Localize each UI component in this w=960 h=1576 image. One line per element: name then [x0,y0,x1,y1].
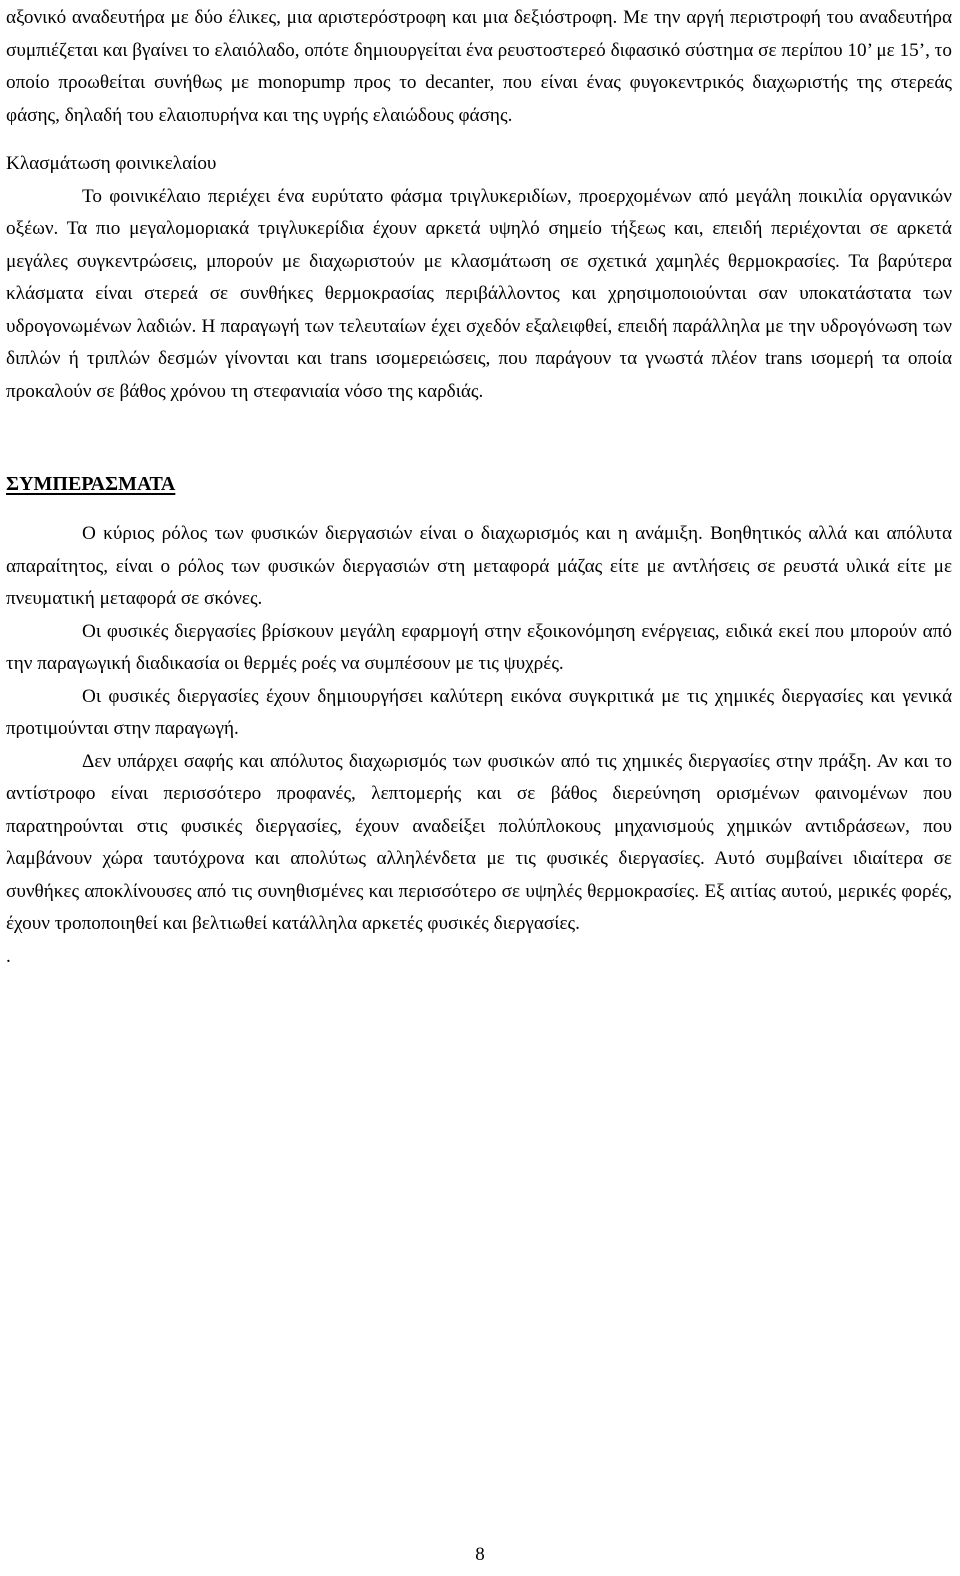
conclusion-paragraph-3: Οι φυσικές διεργασίες έχουν δημιουργήσει καλύτερη εικόνα συγκριτικά με τις χημικές διεργασίες και γενικά προτιμούνται στην παραγωγή. [6,685,952,739]
page-number: 8 [475,1544,485,1565]
conclusion-paragraph-4: Δεν υπάρχει σαφής και απόλυτος διαχωρισμός των φυσικών από τις χημικές διεργασίες στην πράξη. Αν και το αντίστροφο είναι περισσότερο προφανές, λεπτομερής και σε βάθος διερεύνηση ορισμένων φαινομένων που παρατηρούνται στις φυσικές διεργασίες, έχουν αναδείξει πολύπλοκους μηχανισμούς χημικών αντιδράσεων, που λαμβάνουν χώρα ταυτόχρονα και απολύτως αλληλένδετα με τις φυσικές διεργασίες. Αυτό συμβαίνει ιδιαίτερα σε συνθήκες αποκλίνουσες από τις συνηθισμένες και περισσότερο σε υψηλές θερμοκρασίες. Εξ αιτίας αυτού, μερικές φορές, έχουν τροποποιηθεί και βελτιωθεί κατάλληλα αρκετές φυσικές διεργασίες. [6,750,952,934]
body-paragraph-continued: αξονικό αναδευτήρα με δύο έλικες, μια αριστερόστροφη και μια δεξιόστροφη. Με την αργή περιστροφή του αναδευτήρα συμπιέζεται και βγαίνει το ελαιόλαδο, οπότε δημιουργείται ένα ρευστοστερεό διφασικό σύστημα σε περίπου 10’ με 15’, το οποίο προωθείται συνήθως με monopump προς το decanter, που είναι ένας φυγοκεντρικός διαχωριστής της στερεάς φάσης, δηλαδή του ελαιοπυρήνα και της υγρής ελαιώδους φάσης. [6,7,952,126]
conclusion-paragraph-1: Ο κύριος ρόλος των φυσικών διεργασιών είναι ο διαχωρισμός και η ανάμιξη. Βοηθητικός αλλά και απόλυτα απαραίτητος, είναι ο ρόλος των φυσικών διεργασιών στη μεταφορά μάζας είτε με αντλήσεις σε ρευστά υλικά είτε με πνευματική μεταφορά σε σκόνες. [6,523,952,609]
conclusion-paragraph-2: Οι φυσικές διεργασίες βρίσκουν μεγάλη εφαρμογή στην εξοικονόμηση ενέργειας, ειδικά εκεί που μπορούν από την παραγωγική διαδικασία οι θερμές ροές να συμπέσουν με τις ψυχρές. [6,620,952,674]
subsection-title: Κλασμάτωση φοινικελαίου [6,153,217,174]
conclusions-heading: ΣΥΜΠΕΡΑΣΜΑΤΑ [6,473,176,495]
subsection-paragraph: Το φοινικέλαιο περιέχει ένα ευρύτατο φάσμα τριγλυκεριδίων, προερχομένων από μεγάλη ποικιλία οργανικών οξέων. Τα πιο μεγαλομοριακά τριγλυκερίδια έχουν αρκετά υψηλό σημείο τήξεως και, επειδή περιέχονται σε αρκετά μεγάλες συγκεντρώσεις, μπορούν με διαχωριστούν με κλασμάτωση σε σχετικά χαμηλές θερμοκρασίες. Τα βαρύτερα κλάσματα είναι στερεά σε συνθήκες θερμοκρασίας περιβάλλοντος και χρησιμοποιούνται σαν υποκατάστατα των υδρογονωμένων λαδιών. Η παραγωγή των τελευταίων έχει σχεδόν εξαλειφθεί, επειδή παράλληλα με την υδρογόνωση των διπλών ή τριπλών δεσμών γίνονται και trans ισομερειώσεις, που παράγουν τα γνωστά πλέον trans ισομερή τα οποία προκαλούν σε βάθος χρόνου τη στεφανιαία νόσο της καρδιάς. [6,185,952,402]
trailing-mark: . [6,945,11,967]
